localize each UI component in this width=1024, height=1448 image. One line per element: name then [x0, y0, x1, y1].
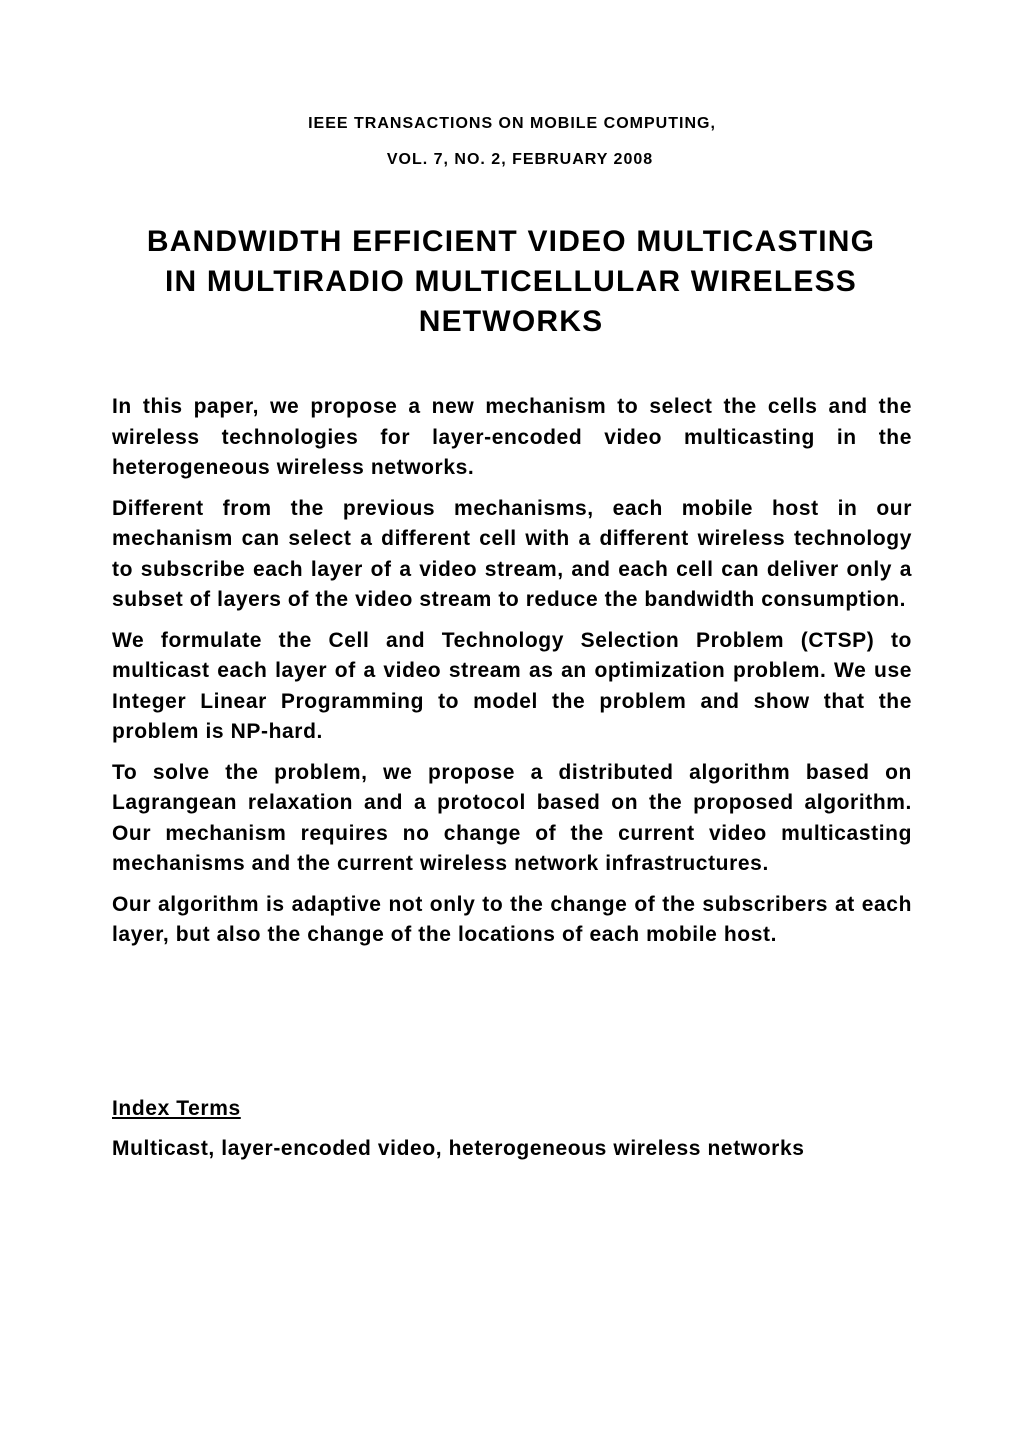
abstract-body [112, 392, 912, 961]
abstract-paragraph: Our algorithm is adaptive not only to the change of the subscribers at each layer, but also the change of the locations of each mobile host. [112, 892, 912, 946]
title-line: NETWORKS [418, 305, 604, 338]
title-line: IN MULTIRADIO MULTICELLULAR WIRELESS [164, 265, 858, 298]
abstract-paragraph: To solve the problem, we propose a distributed algorithm based on Lagrangean relaxation and a protocol based on the proposed algorithm. Our mechanism requires no change of the current video multicasting mechanisms and the current wireless network infrastructures. [112, 760, 912, 875]
abstract-paragraph: We formulate the Cell and Technology Selection Problem (CTSP) to multicast each layer of a video stream as an optimization problem. We use Integer Linear Programming to model the problem and show that the problem is NP-hard. [112, 628, 912, 743]
index-terms-heading: Index Terms [112, 1097, 241, 1120]
title-line: BANDWIDTH EFFICIENT VIDEO MULTICASTING [146, 225, 876, 258]
index-terms-text: Multicast, layer-encoded video, heterogeneous wireless networks [112, 1137, 805, 1160]
abstract-paragraph: In this paper, we propose a new mechanism to select the cells and the wireless technologies for layer-encoded video multicasting in the heterogeneous wireless networks. [112, 395, 912, 479]
abstract-paragraph: Different from the previous mechanisms, each mobile host in our mechanism can select a different cell with a different wireless technology to subscribe each layer of a video stream, and each cell can deliver only a subset of layers of the video stream to reduce the bandwidth consumption. [112, 496, 912, 611]
journal-name: IEEE TRANSACTIONS ON MOBILE COMPUTING, [308, 115, 716, 132]
volume-info: VOL. 7, NO. 2, FEBRUARY 2008 [386, 151, 654, 168]
paper-title [110, 222, 912, 342]
